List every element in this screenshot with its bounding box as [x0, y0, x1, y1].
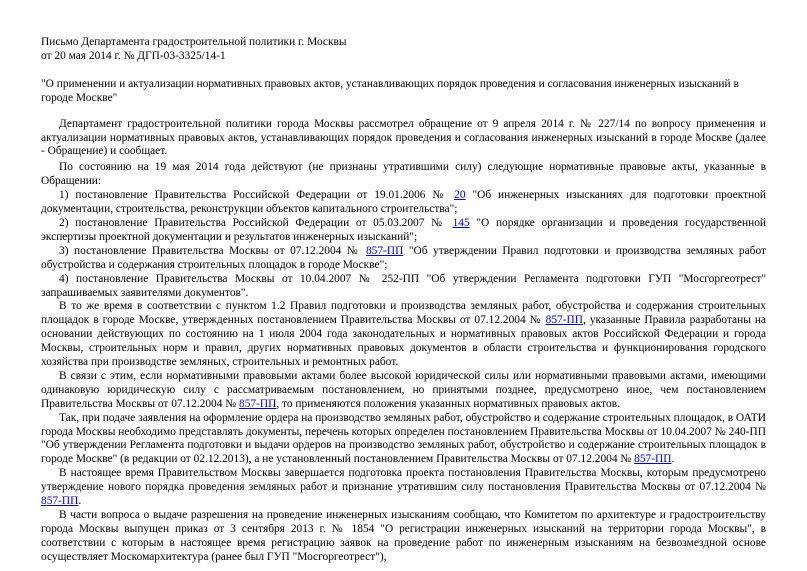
list-item-act-3: 3) постановление Правительства Москвы от 07.12.2004 № 857-ПП "Об утверждении Правил подготовки и производства земляных работ обустройства и содержания строительных площадок в городе Москве";	[41, 244, 766, 271]
paragraph-survey-permit: В части вопроса о выдаче разрешения на проведение инженерных изысканиям сообщаю, что Комитетом по архитектуре и градостроительству города Москвы выпущен приказ от 3 сентября 2013 г. № 1854 "О регистрации инженерных изысканий на территории города Москвы", в соответствии с которым в настоящее время регистрацию заявок на проведение работ по инженерным изысканиям на безвозмездной основе осуществляет Москомархитектура (ранее был ГУП "Мосгоргеотрест"),	[41, 509, 766, 563]
paragraph-order-application: Так, при подаче заявления на оформление ордера на производство земляных работ, обустройство и содержание строительных площадок, в ОАТИ города Москвы необходимо представлять документы, перечень которых определен постановлением Правительства Москвы от 10.04.2007 № 240-ПП "Об утверждении Регламента подготовки и выдачи ордеров на производство земляных работ, обустройство и содержание строительных площадок в городе Москве" (в редакции от 02.12.2013), а не установленный постановлением Правительства Москвы от 07.12.2004 № 857-ПП.	[41, 411, 766, 466]
list-item-act-1: 1) постановление Правительства Российской Федерации от 19.01.2006 № 20 "Об инженерных изысканиях для подготовки проектной документации, строительства, реконструкции объектов капитального строительства";	[41, 189, 767, 216]
document-header	[41, 36, 766, 64]
paragraph-acts-list-intro: По состоянию на 19 мая 2014 года действуют (не признаны утратившими силу) следующие нормативные правовые акты, указанные в Обращении:	[41, 161, 766, 188]
act-link-857-pp[interactable]: 857-ПП	[365, 244, 404, 257]
letter-date-number: от 20 мая 2014 г. № ДГП-03-3325/14-1	[41, 49, 226, 62]
act-link-20[interactable]: 20	[454, 189, 466, 202]
letter-title: Письмо Департамента градостроительной политики г. Москвы	[41, 36, 347, 48]
paragraph-rules-basis: В то же время в соответствии с пунктом 1.2 Правил подготовки и производства земляных работ, обустройства и содержания строительных площадок в городе Москве, утвержденных постановлением Правительства Москвы от 07.12.2004 № 857-ПП, указанные Правила разработаны на основании действующих по состоянию на 1 июля 2004 года законодательных и нормативных правовых актов Российской Федерации и города Москвы, строительных норм и правил, других нормативных правовых документов в области строительства и функционирования городского хозяйства при производстве земляных, строительных и ремонтных работ.	[41, 300, 766, 369]
list-item-act-2: 2) постановление Правительства Российской Федерации от 05.03.2007 № 145 "О порядке организации и проведения государственной экспертизы проектной документации и результатов инженерных изысканий";	[41, 216, 767, 243]
paragraph-higher-force: В связи с этим, если нормативными правовыми актами более высокой юридической силы или нормативными правовыми актами, имеющими одинаковую юридическую силу с рассматриваемым постановлением, но принятыми позднее, предусмотрено иное, чем постановлением Правительства Москвы от 07.12.2004 № 857-ПП, то применяются положения указанных нормативных правовых актов.	[41, 369, 766, 410]
act-link-857-pp[interactable]: 857-ПП	[545, 314, 583, 327]
act-link-857-pp[interactable]: 857-ПП	[239, 397, 277, 410]
act-link-145[interactable]: 145	[452, 216, 470, 229]
act-link-857-pp[interactable]: 857-ПП	[634, 453, 672, 466]
paragraph-new-procedure: В настоящее время Правительством Москвы завершается подготовка проекта постановления Правительства Москвы, которым предусмотрено утверждение нового порядка проведения земляных работ и признание утратившим силу постановления Правительства Москвы от 07.12.2004 № 857-ПП.	[41, 467, 766, 508]
letter-subject: "О применении и актуализации нормативных правовых актов, устанавливающих порядок проведения и согласования инженерных изысканий в городе Москве"	[41, 77, 739, 104]
act-link-857-pp[interactable]: 857-ПП	[41, 495, 79, 508]
paragraph-intro: Департамент градостроительной политики города Москвы рассмотрел обращение от 9 апреля 2014 г. № 227/14 по вопросу применения и актуализации нормативных правовых актов, устанавливающих порядок проведения и согласования инженерных изысканий в городе Москве (далее - Обращение) и сообщает.	[41, 117, 766, 158]
list-item-act-4: 4) постановление Правительства Москвы от 10.04.2007 № 252-ПП "Об утверждении Регламента подготовки ГУП "Мосгоргеотрест" запрашиваемых заявителями документов".	[41, 272, 766, 299]
